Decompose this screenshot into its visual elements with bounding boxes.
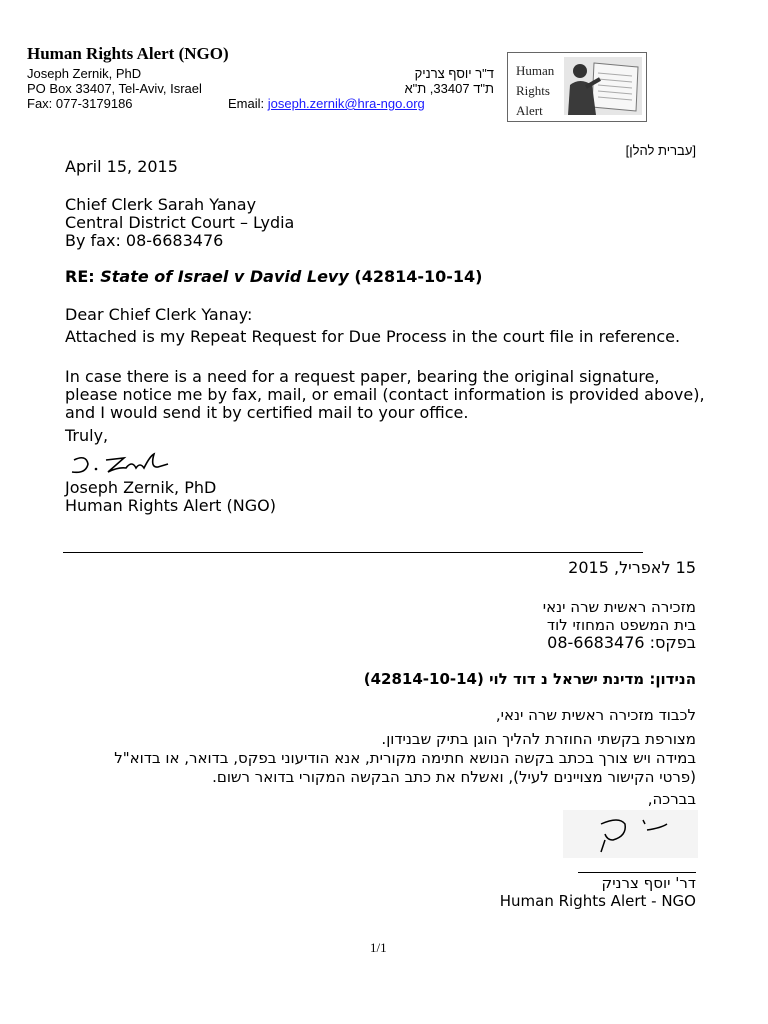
hebrew-signer-name: דר' יוסף צרניק xyxy=(601,874,696,892)
recipient-court: Central District Court – Lydia xyxy=(65,213,295,232)
recipient-fax: By fax: 08-6683476 xyxy=(65,231,224,250)
header-fax: Fax: 077-3179186 xyxy=(27,96,133,111)
header-hebrew-name: ד"ר יוסף צרניק xyxy=(414,66,494,81)
logo-word-1: Human xyxy=(516,63,555,78)
org-title-suffix: (NGO) xyxy=(178,44,229,63)
header-po-box: PO Box 33407, Tel-Aviv, Israel xyxy=(27,81,202,96)
header-email-line xyxy=(228,96,425,111)
signer-org: Human Rights Alert (NGO) xyxy=(65,496,276,515)
hebrew-closing: בברכה, xyxy=(647,790,696,808)
signature-en-icon xyxy=(66,452,172,478)
header-email-label: Email: xyxy=(228,96,265,111)
re-case: State of Israel v David Levy xyxy=(100,267,349,286)
hebrew-recipient-fax: בפקס: 08-6683476 xyxy=(547,633,696,652)
recipient-name: Chief Clerk Sarah Yanay xyxy=(65,195,257,214)
hebrew-re-line: הנידון: מדינת ישראל נ דוד לוי (42814-10-14) xyxy=(363,670,696,688)
logo-photo-icon xyxy=(564,57,642,115)
hebrew-signature-line xyxy=(578,872,696,873)
hebrew-salutation: לכבוד מזכירה ראשית שרה ינאי, xyxy=(495,706,696,724)
hebrew-date: 15 לאפריל, 2015 xyxy=(568,558,696,577)
letter-date: April 15, 2015 xyxy=(65,157,178,176)
hebrew-recipient-court: בית המשפט המחוזי לוד xyxy=(546,616,696,634)
header-email-link[interactable]: joseph.zernik@hra-ngo.org xyxy=(267,96,425,111)
hebrew-paragraph-1: מצורפת בקשתי החוזרת להליך הוגן בתיק שבנידון. xyxy=(381,730,696,748)
salutation: Dear Chief Clerk Yanay: xyxy=(65,305,253,324)
org-title xyxy=(27,44,229,64)
header-name: Joseph Zernik, PhD xyxy=(27,66,142,81)
signature-he-icon xyxy=(563,810,698,858)
re-number: (42814-10-14) xyxy=(354,267,483,286)
section-divider xyxy=(63,552,643,553)
re-line xyxy=(65,268,482,286)
hebrew-below-note: [עברית להלן] xyxy=(625,143,696,158)
re-label: RE: xyxy=(65,267,95,286)
header-hebrew-po-box: ת"ד 33407, ת"א xyxy=(404,81,494,96)
hebrew-recipient-name: מזכירה ראשית שרה ינאי xyxy=(542,598,696,616)
closing: Truly, xyxy=(65,426,109,445)
paragraph-2: In case there is a need for a request paper, bearing the original signature, please notice me by fax, mail, or email (contact information is provided above), and I would send it by certified mail to your office. xyxy=(65,367,705,422)
org-title-name: Human Rights Alert xyxy=(27,44,175,63)
logo-word-3: Alert xyxy=(516,103,543,118)
hebrew-paragraph-2: במידה ויש צורך בכתב בקשה הנושא חתימה מקורית, אנא הודיעוני בפקס, בדואר, או בדוא"ל (פרטי הקישור מצויינים לעיל), ואשלח את כתב הבקשה המקורי בדואר רשום. xyxy=(114,749,696,786)
paragraph-1: Attached is my Repeat Request for Due Process in the court file in reference. xyxy=(65,327,681,346)
page-number: 1/1 xyxy=(370,940,387,955)
hebrew-signer-org: Human Rights Alert - NGO xyxy=(499,892,696,910)
signer-name: Joseph Zernik, PhD xyxy=(65,478,217,497)
logo xyxy=(507,52,647,122)
logo-word-2: Rights xyxy=(516,83,550,98)
